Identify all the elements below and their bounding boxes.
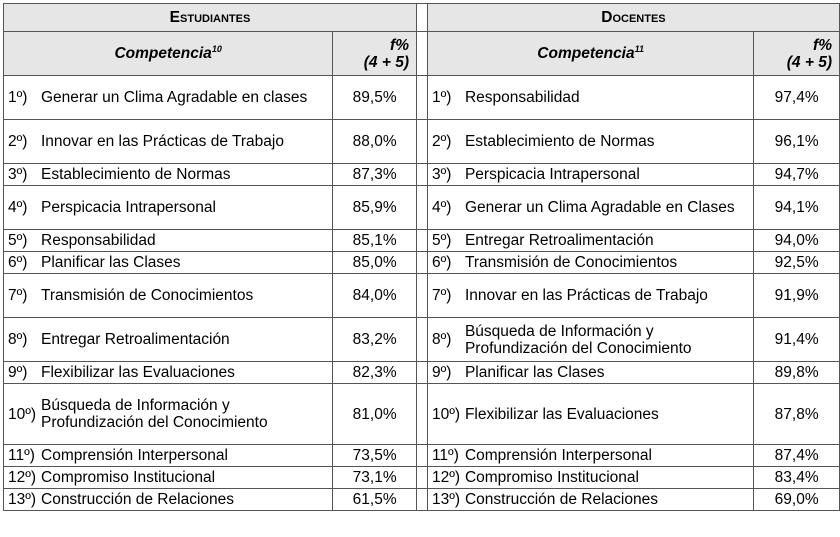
freq-header-line1: f% bbox=[813, 36, 832, 54]
competencia-cell bbox=[427, 318, 753, 362]
competencia-cell bbox=[4, 120, 333, 164]
column-gap bbox=[416, 489, 427, 511]
competencia-cell bbox=[4, 489, 333, 511]
competencia-label: Perspicacia Intrapersonal bbox=[464, 166, 640, 183]
table-row bbox=[4, 274, 840, 318]
percentage-value: 83,4% bbox=[754, 467, 840, 489]
percentage-value: 81,0% bbox=[333, 384, 417, 445]
percentage-value: 89,8% bbox=[754, 362, 840, 384]
column-gap bbox=[416, 230, 427, 252]
percentage-value: 92,5% bbox=[754, 252, 840, 274]
competencia-cell-content bbox=[8, 491, 328, 508]
freq-header-line2: (4 + 5) bbox=[786, 53, 832, 71]
rank-label: 10º) bbox=[8, 405, 37, 423]
competencia-cell-content bbox=[432, 89, 749, 106]
competencia-cell bbox=[4, 467, 333, 489]
rank-label: 2º) bbox=[431, 133, 452, 150]
competencia-label: Planificar las Clases bbox=[41, 254, 181, 271]
competencia-label: Flexibilizar las Evaluaciones bbox=[41, 364, 235, 381]
rank-label: 1º) bbox=[8, 89, 28, 106]
competencia-label: Compromiso Institucional bbox=[464, 469, 639, 486]
competencia-cell bbox=[427, 489, 753, 511]
column-gap bbox=[416, 186, 427, 230]
competencia-cell bbox=[4, 274, 333, 318]
competencia-cell-content bbox=[432, 254, 749, 271]
competencia-cell-content bbox=[432, 199, 749, 216]
competencia-cell bbox=[4, 252, 333, 274]
rank-label: 13º) bbox=[8, 491, 37, 508]
competencia-label: Búsqueda de Información y Profundización del Conocimiento bbox=[41, 397, 268, 431]
competencia-cell bbox=[427, 467, 753, 489]
rank-label: 11º) bbox=[8, 447, 35, 464]
rank-label: 6º) bbox=[8, 254, 28, 271]
competencia-label: Flexibilizar las Evaluaciones bbox=[464, 405, 659, 423]
competencia-label: Responsabilidad bbox=[464, 89, 580, 106]
competencia-label: Entregar Retroalimentación bbox=[41, 331, 230, 348]
competencia-cell-content bbox=[432, 287, 749, 304]
competencia-label: Generar un Clima Agradable en clases bbox=[41, 89, 308, 106]
rank-label: 3º) bbox=[8, 166, 28, 183]
percentage-value: 91,4% bbox=[754, 318, 840, 362]
rank-label: 12º) bbox=[8, 469, 37, 486]
rank-label: 12º) bbox=[431, 469, 461, 486]
competencia-label: Transmisión de Conocimientos bbox=[41, 287, 254, 304]
rank-label: 1º) bbox=[431, 89, 452, 106]
competencia-cell-content bbox=[8, 232, 328, 249]
competencia-label: Establecimiento de Normas bbox=[464, 133, 655, 150]
competencia-cell bbox=[4, 76, 333, 120]
column-gap bbox=[416, 318, 427, 362]
competencia-cell bbox=[427, 164, 753, 186]
percentage-value: 87,3% bbox=[333, 164, 417, 186]
competencia-label: Perspicacia Intrapersonal bbox=[41, 199, 216, 216]
percentage-value: 69,0% bbox=[754, 489, 840, 511]
rank-label: 9º) bbox=[431, 364, 452, 381]
competencia-cell bbox=[427, 120, 753, 164]
competencia-label: Responsabilidad bbox=[41, 232, 156, 249]
competencia-cell bbox=[4, 384, 333, 445]
column-gap bbox=[416, 120, 427, 164]
competencias-table-wrapper bbox=[3, 3, 840, 511]
competencia-header-text: Competencia bbox=[537, 45, 635, 62]
competencia-cell bbox=[4, 230, 333, 252]
rank-label: 11º) bbox=[431, 447, 459, 464]
rank-label: 3º) bbox=[431, 166, 452, 183]
rank-label: 2º) bbox=[8, 133, 28, 150]
rank-label: 10º) bbox=[431, 405, 461, 423]
column-gap bbox=[416, 274, 427, 318]
table-row bbox=[4, 384, 840, 445]
table-body bbox=[4, 76, 840, 511]
column-gap bbox=[416, 76, 427, 120]
percentage-value: 91,9% bbox=[754, 274, 840, 318]
competencia-label: Comprensión Interpersonal bbox=[464, 447, 652, 464]
table-row bbox=[4, 445, 840, 467]
percentage-value: 94,0% bbox=[754, 230, 840, 252]
percentage-value: 61,5% bbox=[333, 489, 417, 511]
rank-label: 8º) bbox=[431, 331, 452, 348]
competencia-cell bbox=[427, 384, 753, 445]
rank-label: 13º) bbox=[431, 491, 461, 508]
competencia-label: Generar un Clima Agradable en Clases bbox=[464, 199, 735, 216]
competencia-cell-content bbox=[432, 166, 749, 183]
table-row bbox=[4, 76, 840, 120]
table-row bbox=[4, 120, 840, 164]
competencia-label: Transmisión de Conocimientos bbox=[464, 254, 678, 271]
percentage-value: 89,5% bbox=[333, 76, 417, 120]
competencia-label: Compromiso Institucional bbox=[41, 469, 216, 486]
competencia-header-estudiantes bbox=[4, 32, 333, 76]
percentage-value: 94,7% bbox=[754, 164, 840, 186]
rank-label: 6º) bbox=[431, 254, 452, 271]
freq-header-docentes bbox=[754, 32, 840, 76]
competencia-cell bbox=[427, 186, 753, 230]
competencia-cell-content bbox=[8, 89, 328, 106]
competencia-cell-content bbox=[432, 469, 749, 486]
footnote-marker: 11 bbox=[634, 43, 644, 54]
competencia-label: Búsqueda de Información y Profundización del Conocimiento bbox=[464, 322, 692, 357]
competencia-label: Comprensión Interpersonal bbox=[41, 447, 228, 464]
competencia-cell-content bbox=[8, 287, 328, 304]
competencia-cell-content bbox=[8, 199, 328, 216]
competencia-cell-content bbox=[8, 469, 328, 486]
table-row bbox=[4, 318, 840, 362]
competencia-cell-content bbox=[8, 133, 328, 150]
competencia-cell bbox=[4, 445, 333, 467]
freq-header-line1: f% bbox=[390, 36, 409, 54]
freq-header-line2: (4 + 5) bbox=[363, 53, 409, 71]
competencia-cell bbox=[427, 76, 753, 120]
percentage-value: 85,1% bbox=[333, 230, 417, 252]
percentage-value: 97,4% bbox=[754, 76, 840, 120]
competencia-cell bbox=[427, 252, 753, 274]
competencia-label: Construcción de Relaciones bbox=[41, 491, 234, 508]
competencia-cell-content bbox=[432, 406, 749, 423]
competencia-cell-content bbox=[432, 323, 749, 357]
column-gap bbox=[416, 384, 427, 445]
table-row bbox=[4, 164, 840, 186]
percentage-value: 85,9% bbox=[333, 186, 417, 230]
percentage-value: 82,3% bbox=[333, 362, 417, 384]
percentage-value: 83,2% bbox=[333, 318, 417, 362]
competencia-label: Innovar en las Prácticas de Trabajo bbox=[464, 287, 708, 304]
column-gap bbox=[416, 362, 427, 384]
column-gap bbox=[416, 445, 427, 467]
percentage-value: 94,1% bbox=[754, 186, 840, 230]
column-gap bbox=[416, 467, 427, 489]
rank-label: 9º) bbox=[8, 364, 28, 381]
competencia-cell-content bbox=[432, 491, 749, 508]
table-row bbox=[4, 467, 840, 489]
competencia-cell bbox=[4, 186, 333, 230]
competencia-cell-content bbox=[8, 447, 328, 464]
competencia-cell bbox=[4, 362, 333, 384]
rank-label: 5º) bbox=[431, 232, 452, 249]
competencia-cell bbox=[427, 445, 753, 467]
footnote-marker: 10 bbox=[211, 43, 222, 54]
group-header-docentes: Docentes bbox=[427, 4, 839, 32]
competencia-cell-content bbox=[432, 447, 749, 464]
table-row bbox=[4, 362, 840, 384]
competencia-cell-content bbox=[8, 364, 328, 381]
competencias-table bbox=[3, 3, 840, 511]
competencia-cell bbox=[427, 362, 753, 384]
freq-header-estudiantes bbox=[333, 32, 417, 76]
table-row bbox=[4, 230, 840, 252]
rank-label: 4º) bbox=[8, 199, 28, 216]
competencia-label: Planificar las Clases bbox=[464, 364, 605, 381]
table-row bbox=[4, 252, 840, 274]
competencia-cell-content bbox=[8, 254, 328, 271]
percentage-value: 73,1% bbox=[333, 467, 417, 489]
competencia-header-docentes bbox=[427, 32, 753, 76]
column-gap bbox=[416, 32, 427, 76]
competencia-cell-content bbox=[8, 166, 328, 183]
table-row bbox=[4, 489, 840, 511]
competencia-cell bbox=[427, 274, 753, 318]
competencia-cell-content bbox=[8, 397, 328, 431]
competencia-label: Innovar en las Prácticas de Trabajo bbox=[41, 133, 284, 150]
percentage-value: 88,0% bbox=[333, 120, 417, 164]
competencia-label: Entregar Retroalimentación bbox=[464, 232, 654, 249]
competencia-cell bbox=[4, 164, 333, 186]
percentage-value: 84,0% bbox=[333, 274, 417, 318]
competencia-cell-content bbox=[8, 331, 328, 348]
table-row bbox=[4, 186, 840, 230]
competencia-cell bbox=[4, 318, 333, 362]
competencia-label: Establecimiento de Normas bbox=[41, 166, 231, 183]
column-gap bbox=[416, 252, 427, 274]
rank-label: 8º) bbox=[8, 331, 28, 348]
percentage-value: 85,0% bbox=[333, 252, 417, 274]
percentage-value: 87,8% bbox=[754, 384, 840, 445]
competencia-cell-content bbox=[432, 232, 749, 249]
competencia-label: Construcción de Relaciones bbox=[464, 491, 658, 508]
competencia-cell bbox=[427, 230, 753, 252]
rank-label: 7º) bbox=[8, 287, 28, 304]
competencia-cell-content bbox=[432, 133, 749, 150]
column-gap bbox=[416, 164, 427, 186]
rank-label: 7º) bbox=[431, 287, 452, 304]
percentage-value: 87,4% bbox=[754, 445, 840, 467]
competencia-cell-content bbox=[432, 364, 749, 381]
percentage-value: 73,5% bbox=[333, 445, 417, 467]
group-header-estudiantes: Estudiantes bbox=[4, 4, 417, 32]
column-gap bbox=[416, 4, 427, 32]
rank-label: 4º) bbox=[431, 199, 452, 216]
percentage-value: 96,1% bbox=[754, 120, 840, 164]
competencia-header-text: Competencia bbox=[114, 45, 212, 62]
rank-label: 5º) bbox=[8, 232, 28, 249]
